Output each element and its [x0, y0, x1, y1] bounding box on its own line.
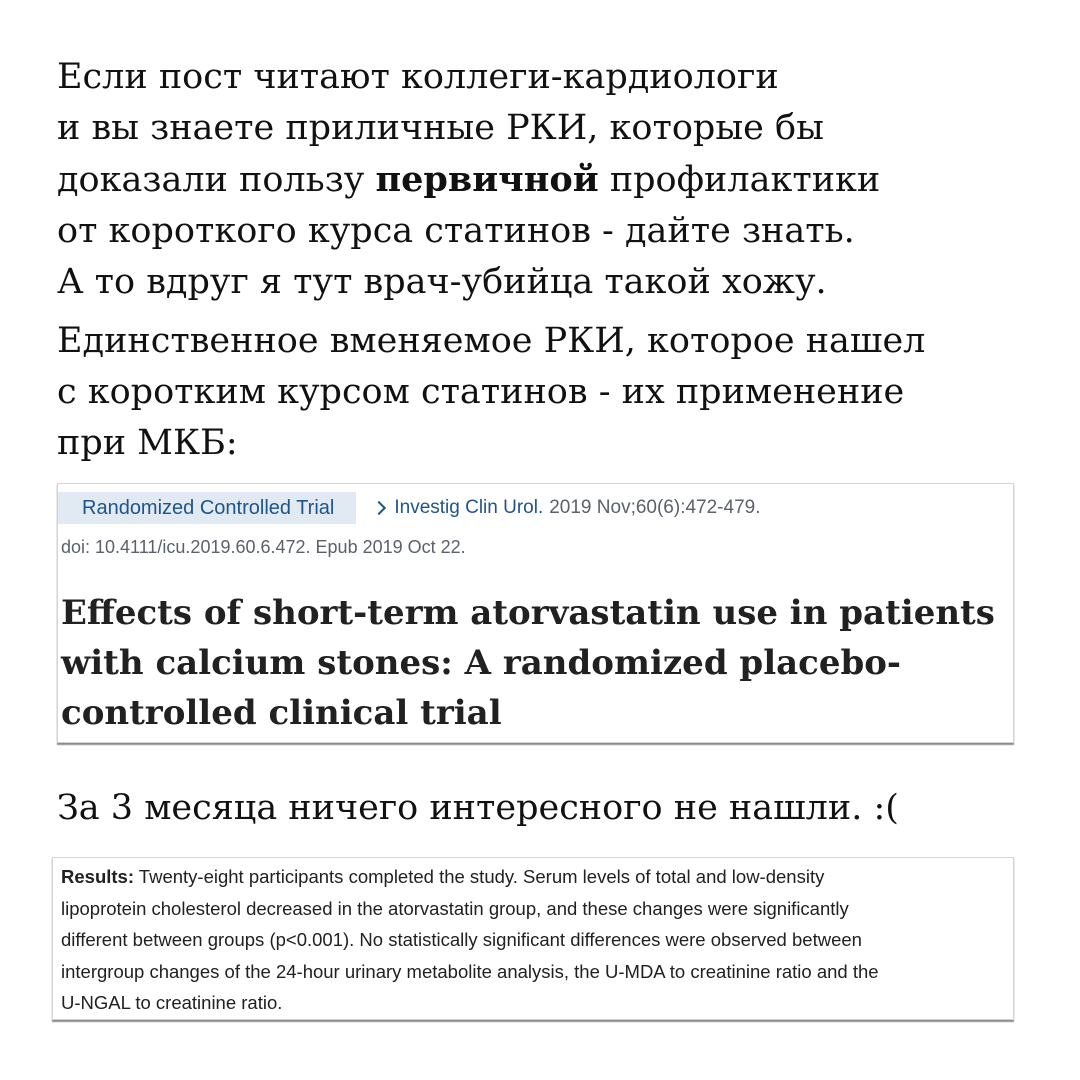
intro-line-4: от короткого курса статинов - дайте знать. — [57, 211, 855, 251]
doi-line: doi: 10.4111/icu.2019.60.6.472. Epub 2019 Oct 22. — [61, 537, 466, 557]
title-line-1: Effects of short-term atorvastatin use in patients — [61, 593, 995, 633]
intro-line-3 — [57, 154, 880, 206]
primary-emphasis: первичной — [375, 159, 599, 200]
title-line-2: with calcium stones: A randomized placebo- — [61, 643, 902, 683]
intro-line-2: и вы знаете приличные РКИ, которые бы — [57, 108, 824, 148]
article-meta — [58, 492, 761, 524]
citation-details: 2019 Nov;60(6):472-479. — [549, 497, 761, 518]
chevron-right-icon — [372, 501, 386, 515]
intro-line-3-end: профилактики — [598, 160, 881, 200]
second-line-2: с коротким курсом статинов - их применение — [57, 372, 905, 412]
conclusion-line: За 3 месяца ничего интересного не нашли. :( — [57, 788, 899, 828]
article-card — [57, 483, 1014, 743]
results-card — [52, 857, 1014, 1020]
journal-link[interactable]: Investig Clin Urol. — [394, 497, 544, 518]
results-label: Results: — [61, 866, 134, 887]
intro-line-1: Если пост читают коллеги-кардиологи — [57, 57, 779, 97]
second-line-1: Единственное вменяемое РКИ, которое нашел — [57, 321, 926, 361]
second-line-3: при МКБ: — [57, 423, 238, 463]
publication-type-badge: Randomized Controlled Trial — [58, 492, 356, 524]
intro-line-3-start: доказали пользу — [57, 160, 376, 200]
article-title — [61, 588, 995, 738]
second-paragraph — [57, 316, 925, 469]
results-line-1-text: Twenty-eight participants completed the study. Serum levels of total and low-density — [134, 866, 825, 887]
results-line-3: different between groups (p<0.001). No statistically significant differences were observed between — [61, 929, 862, 950]
conclusion-text — [57, 783, 899, 834]
intro-line-5: А то вдруг я тут врач-убийца такой хожу. — [57, 262, 827, 302]
title-line-3: controlled clinical trial — [61, 693, 502, 733]
results-line-1 — [61, 861, 879, 893]
results-abstract — [61, 861, 879, 1019]
results-line-5: U-NGAL to creatinine ratio. — [61, 992, 283, 1013]
intro-paragraph — [57, 52, 880, 308]
results-line-4: intergroup changes of the 24-hour urinary metabolite analysis, the U-MDA to creatinine ratio and the — [61, 960, 879, 982]
results-line-2: lipoprotein cholesterol decreased in the atorvastatin group, and these changes were significantly — [61, 897, 849, 919]
